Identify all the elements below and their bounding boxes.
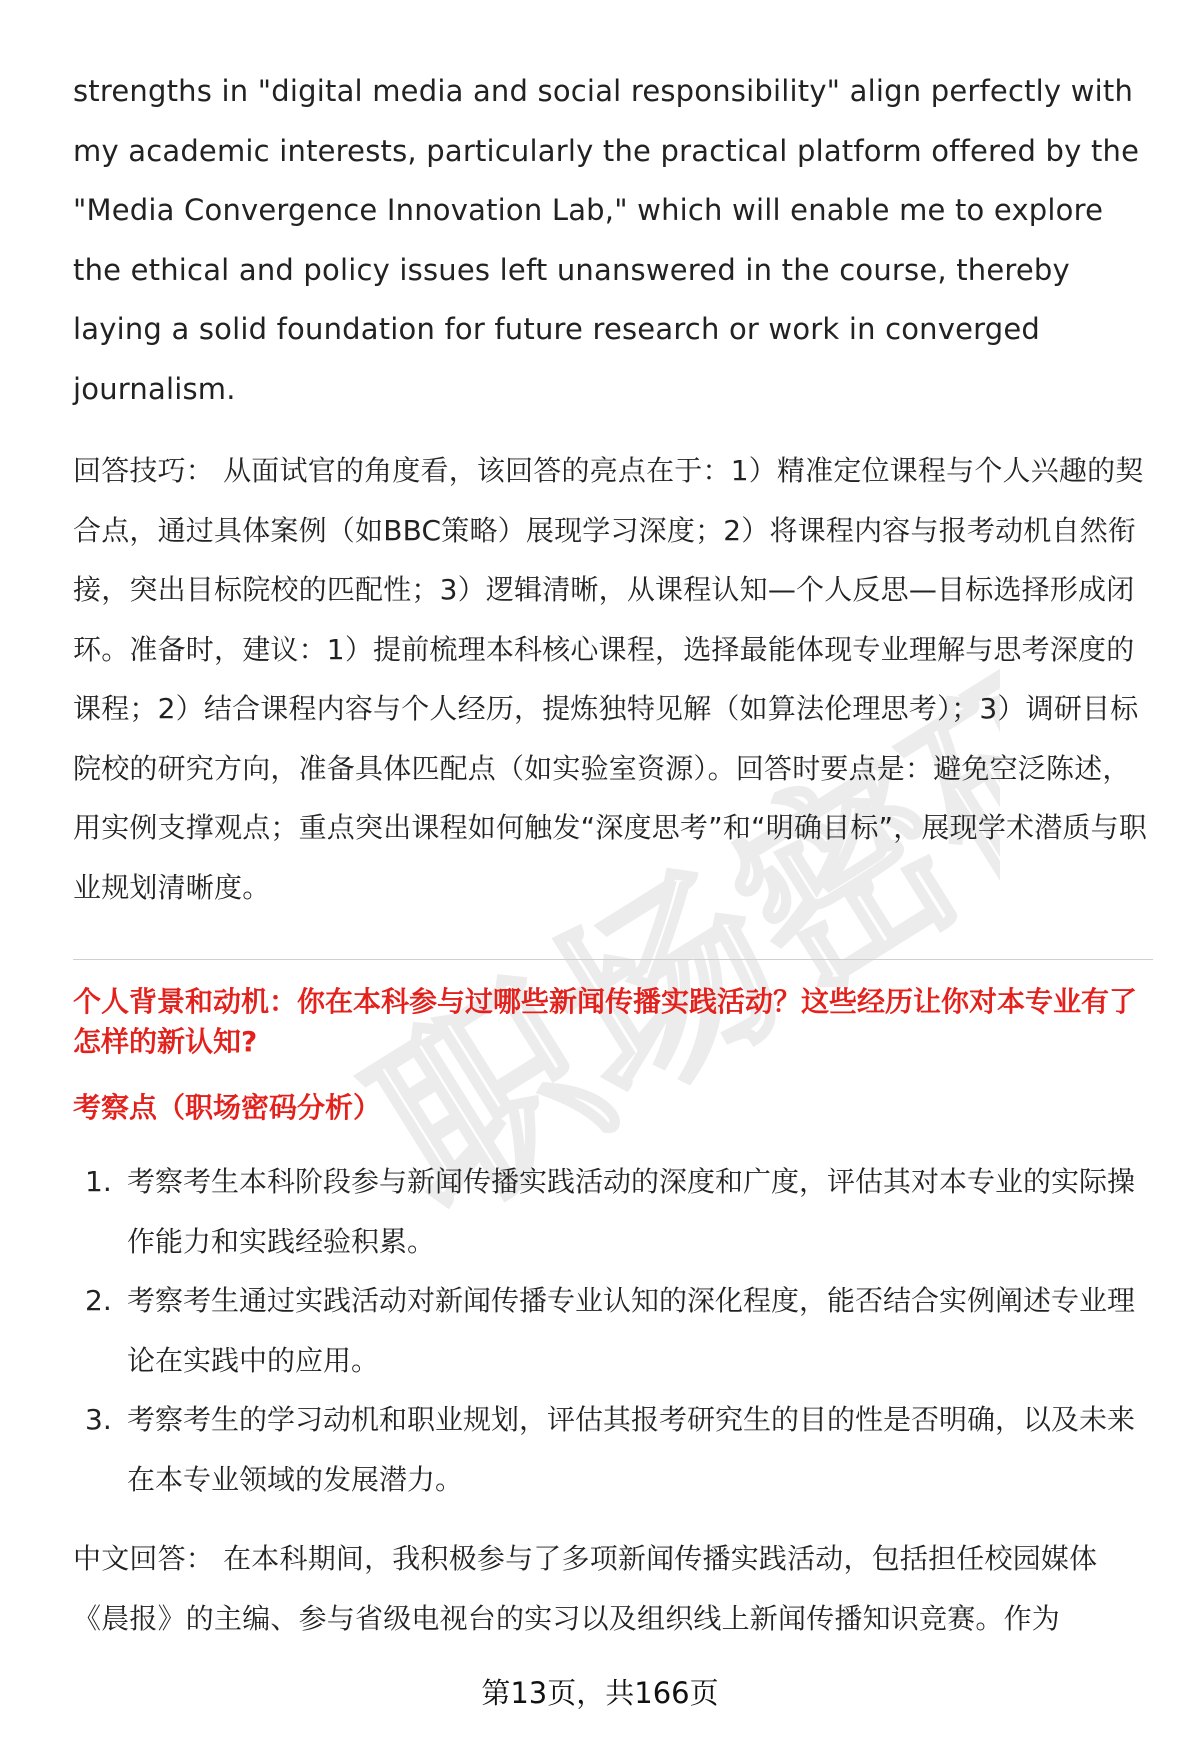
list-item-number: 3. [85,1403,112,1436]
list-item-number: 2. [85,1284,112,1317]
list-item [73,1271,1153,1390]
english-answer-paragraph: strengths in "digital media and social responsibility" align perfectly with my academic interests, particularly the practical platform offered by the "Media Convergence Innovation Lab," which will enable me to explore the ethical and policy issues left unanswered in the course, thereby laying a solid foundation for future research or work in converged journalism. [73,74,1140,406]
chinese-answer-paragraph: 中文回答： 在本科期间，我积极参与了多项新闻传播实践活动，包括担任校园媒体《晨报》的主编、参与省级电视台的实习以及组织线上新闻传播知识竞赛。作为 [73,1542,1098,1635]
list-item-text: 考察考生本科阶段参与新闻传播实践活动的深度和广度，评估其对本专业的实际操作能力和实践经验积累。 [127,1165,1136,1258]
answer-tips-paragraph: 回答技巧： 从面试官的角度看，该回答的亮点在于：1）精准定位课程与个人兴趣的契合点，通过具体案例（如BBC策略）展现学习深度；2）将课程内容与报考动机自然衔接，突出目标院校的匹配性；3）逻辑清晰，从课程认知—个人反思—目标选择形成闭环。准备时，建议：1）提前梳理本科核心课程，选择最能体现专业理解与思考深度的课程；2）结合课程内容与个人经历，提炼独特见解（如算法伦理思考）；3）调研目标院校的研究方向，准备具体匹配点（如实验室资源）。回答时要点是：避免空泛陈述，用实例支撑观点；重点突出课程如何触发“深度思考”和“明确目标”，展现学术潜质与职业规划清晰度。 [73,454,1148,904]
exam-points-heading: 考察点（职场密码分析） [73,1091,382,1124]
section-divider [73,959,1153,960]
question-heading: 个人背景和动机：你在本科参与过哪些新闻传播实践活动？这些经历让你对本专业有了怎样的新认知? [73,985,1138,1058]
list-item-number: 1. [85,1165,112,1198]
list-item [73,1152,1153,1271]
page-number-footer: 第13页，共166页 [481,1676,719,1710]
list-item-text: 考察考生的学习动机和职业规划，评估其报考研究生的目的性是否明确，以及未来在本专业领域的发展潜力。 [127,1403,1136,1496]
document-page [73,62,1153,1648]
list-item [73,1390,1153,1509]
exam-points-list [73,1152,1153,1509]
list-item-text: 考察考生通过实践活动对新闻传播专业认知的深化程度，能否结合实例阐述专业理论在实践中的应用。 [127,1284,1136,1377]
svg-text:职场密码: 职场密码 [336,607,1000,1220]
